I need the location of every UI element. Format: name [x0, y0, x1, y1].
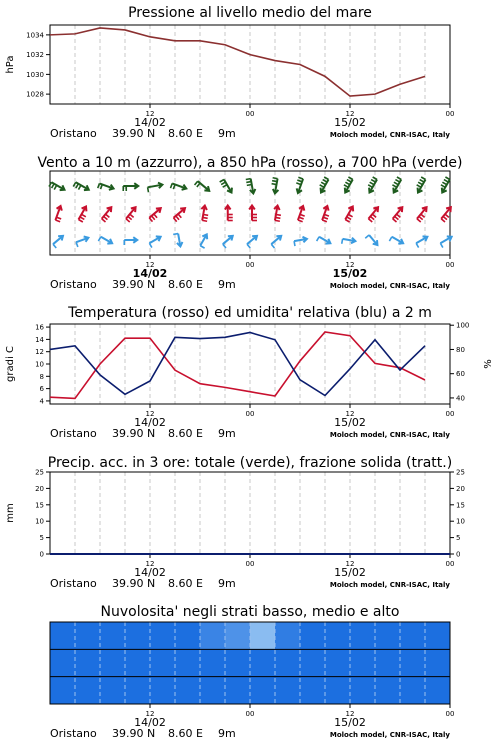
precip-y-right-tick-label: 10 — [456, 517, 465, 526]
wind-barb-feather — [345, 219, 349, 222]
wind-barb-feather — [322, 220, 327, 222]
precip-y-tick-label: 15 — [35, 501, 44, 510]
wind-barb-feather — [394, 182, 398, 185]
wind-barb-700hpa — [170, 183, 186, 189]
wind-barb-850hpa — [55, 206, 61, 222]
wind-barb-feather — [372, 214, 376, 217]
station-alt: 9m — [218, 727, 236, 740]
pressure-y-tick-label: 1032 — [26, 51, 44, 60]
station-alt: 9m — [218, 278, 236, 291]
wind-barb-feather — [445, 177, 449, 180]
station-name: Oristano — [50, 427, 97, 440]
pressure-line — [50, 28, 425, 96]
date-label: 14/02 — [134, 116, 166, 129]
time-tick-label: 12 — [145, 560, 155, 568]
wind-barb-feather — [344, 185, 348, 188]
wind-barb-850hpa — [441, 207, 451, 222]
wind-barb-feather — [275, 220, 280, 221]
wind-barb-feather — [272, 184, 277, 185]
rh-y-tick-label: 80 — [456, 345, 465, 354]
wind-barb-feather — [101, 184, 103, 189]
wind-barb-850hpa — [201, 206, 208, 222]
wind-barb-feather — [441, 219, 445, 222]
date-label: 14/02 — [132, 267, 168, 280]
station-lat: 39.90 N — [112, 577, 156, 590]
wind-barb-feather — [126, 219, 130, 222]
wind-barb-850hpa — [149, 208, 160, 221]
wind-barb-feather — [149, 243, 152, 247]
wind-barb-10m — [149, 236, 160, 247]
station-lon: 8.60 E — [168, 427, 203, 440]
time-tick-label: 00 — [245, 410, 255, 418]
pressure-y-tick-label: 1028 — [26, 90, 44, 99]
station-alt: 9m — [218, 577, 236, 590]
station-name: Oristano — [50, 577, 97, 590]
time-tick-label: 12 — [345, 261, 355, 269]
wind-barb-feather — [321, 182, 325, 185]
wind-barb-feather — [395, 180, 399, 183]
wind-barb-feather — [421, 214, 425, 217]
rh-y-tick-label: 60 — [456, 370, 465, 379]
wind-barb-feather — [176, 216, 179, 220]
wind-barb-feather — [221, 182, 225, 185]
temp-y-tick-label: 8 — [39, 372, 44, 381]
wind-barb-feather — [76, 184, 79, 188]
wind-barb-feather — [247, 185, 252, 186]
wind-barb-feather — [397, 177, 401, 180]
precip-y-right-tick-label: 20 — [456, 484, 465, 493]
wind-barb-10m — [389, 237, 403, 244]
temp-line — [50, 332, 425, 398]
wind-barb-850hpa — [126, 207, 136, 222]
wind-barb-10m — [342, 238, 356, 244]
date-label: 14/02 — [134, 566, 166, 579]
station-lon: 8.60 E — [168, 577, 203, 590]
wind-barb-10m — [200, 234, 207, 248]
wind-barb-feather — [300, 214, 305, 216]
time-tick-label: 12 — [145, 710, 155, 718]
wind-barb-feather — [298, 220, 303, 222]
station-name: Oristano — [50, 727, 97, 740]
wind-barb-feather — [392, 185, 396, 188]
wind-barb-700hpa — [220, 180, 232, 193]
wind-barb-850hpa — [368, 207, 378, 222]
precip-y-tick-label: 20 — [35, 484, 44, 493]
time-tick-label: 00 — [245, 110, 255, 118]
wind-barb-feather — [130, 214, 134, 217]
station-lon: 8.60 E — [168, 127, 203, 140]
wind-barb-feather — [246, 179, 251, 180]
wind-barb-feather — [389, 237, 392, 241]
wind-barb-feather — [348, 214, 352, 217]
wind-barb-700hpa — [344, 177, 353, 192]
wind-barb-850hpa — [102, 207, 112, 222]
station-alt: 9m — [218, 427, 236, 440]
wind-barb-10m — [124, 237, 137, 245]
temp-y-tick-label: 4 — [39, 397, 44, 406]
wind-barb-850hpa — [393, 207, 403, 222]
wind-barb-10m — [271, 236, 281, 248]
wind-barb-feather — [98, 237, 101, 241]
temp-rh-chart — [0, 300, 500, 450]
time-tick-label: 00 — [445, 410, 455, 418]
cloud-cell — [225, 622, 250, 649]
model-credit: Moloch model, CNR-ISAC, Italy — [329, 731, 450, 739]
precip-chart — [0, 450, 500, 600]
wind-barb-feather — [373, 177, 377, 180]
model-credit: Moloch model, CNR-ISAC, Italy — [329, 282, 450, 290]
wind-barb-feather — [276, 214, 281, 215]
wind-barb-700hpa — [73, 182, 88, 190]
clouds-chart — [0, 600, 500, 750]
wind-barb-feather — [296, 183, 301, 185]
wind-barb-feather — [298, 177, 303, 179]
wind-barb-feather — [445, 214, 449, 217]
wind-barb-feather — [395, 216, 399, 219]
wind-barb-shaft — [441, 207, 451, 218]
wind-barb-10m — [223, 236, 233, 248]
wind-barb-feather — [368, 219, 372, 222]
wind-barb-feather — [347, 180, 351, 183]
wind-barb-10m — [76, 237, 88, 247]
wind-barb-feather — [370, 216, 374, 219]
wind-barb-feather — [441, 185, 445, 188]
wind-barb-feather — [365, 235, 369, 238]
date-label: 14/02 — [134, 716, 166, 729]
wind-barb-feather — [173, 234, 178, 235]
temp-rh-title: Temperatura (rosso) ed umidita' relativa (blu) a 2 m — [68, 305, 432, 321]
wind-barb-feather — [342, 239, 343, 244]
wind-barb-feather — [200, 246, 204, 249]
precip-y-tick-label: 5 — [39, 534, 44, 543]
time-tick-label: 00 — [445, 710, 455, 718]
rh-y-label: % — [483, 359, 494, 369]
wind-barb-850hpa — [345, 207, 353, 222]
temp-y-label: gradi C — [5, 346, 16, 382]
temp-y-tick-label: 16 — [35, 323, 44, 332]
wind-barb-feather — [444, 180, 448, 183]
wind-barb-feather — [246, 182, 251, 183]
wind-title: Vento a 10 m (azzurro), a 850 hPa (rosso), a 700 hPa (verde) — [37, 155, 463, 171]
rh-line — [50, 332, 425, 395]
wind-barb-10m — [247, 236, 257, 248]
wind-barb-feather — [98, 183, 100, 188]
wind-barb-feather — [80, 217, 84, 220]
wind-barb-10m — [365, 235, 377, 245]
wind-barb-feather — [170, 183, 172, 188]
wind-barb-feather — [53, 244, 56, 248]
wind-barb-feather — [49, 182, 52, 186]
date-label: 15/02 — [332, 267, 368, 280]
wind-barb-shaft — [393, 207, 403, 218]
time-tick-label: 00 — [445, 261, 455, 269]
station-lat: 39.90 N — [112, 278, 156, 291]
wind-barb-feather — [78, 185, 81, 189]
wind-barb-feather — [419, 216, 423, 219]
station-alt: 9m — [218, 127, 236, 140]
temp-y-tick-label: 14 — [35, 335, 44, 344]
date-label: 15/02 — [334, 416, 366, 429]
pressure-y-label: hPa — [5, 55, 16, 74]
wind-barb-850hpa — [79, 207, 87, 222]
wind-barb-850hpa — [225, 206, 233, 221]
plot-frame — [50, 472, 450, 554]
date-label: 15/02 — [334, 566, 366, 579]
temp-y-tick-label: 6 — [39, 385, 44, 394]
precip-y-right-tick-label: 25 — [456, 468, 465, 477]
wind-barb-10m — [53, 236, 63, 248]
wind-barb-feather — [317, 237, 320, 241]
time-tick-label: 00 — [245, 710, 255, 718]
date-label: 15/02 — [334, 716, 366, 729]
cloud-cell — [250, 622, 275, 649]
wind-barb-700hpa — [417, 177, 426, 192]
wind-barb-feather — [294, 241, 295, 246]
pressure-y-tick-label: 1034 — [26, 31, 44, 40]
wind-barb-feather — [55, 220, 60, 222]
wind-barb-feather — [417, 219, 421, 222]
wind-barb-feather — [223, 244, 226, 248]
station-lat: 39.90 N — [112, 127, 156, 140]
rh-y-tick-label: 100 — [456, 321, 470, 330]
temp-rh-panel — [0, 300, 500, 450]
wind-barb-feather — [52, 184, 55, 188]
wind-barb-850hpa — [322, 206, 329, 222]
wind-barb-feather — [203, 217, 208, 218]
time-tick-label: 00 — [245, 560, 255, 568]
cloud-cell — [275, 622, 300, 649]
pressure-title: Pressione al livello medio del mare — [128, 5, 372, 21]
wind-barb-10m — [416, 236, 427, 247]
date-label: 15/02 — [334, 116, 366, 129]
precip-panel — [0, 450, 500, 600]
precip-y-right-tick-label: 15 — [456, 501, 465, 510]
wind-barb-feather — [297, 180, 302, 182]
wind-barb-700hpa — [148, 183, 163, 193]
wind-barb-feather — [178, 214, 181, 218]
wind-barb-feather — [195, 181, 198, 185]
wind-barb-700hpa — [368, 177, 377, 192]
precip-y-right-tick-label: 5 — [456, 534, 461, 543]
time-tick-label: 12 — [145, 261, 155, 269]
wind-barb-feather — [443, 216, 447, 219]
wind-barb-shaft — [368, 207, 378, 218]
wind-barb-feather — [202, 220, 207, 221]
precip-y-label: mm — [5, 503, 16, 523]
wind-barb-700hpa — [246, 179, 256, 194]
wind-barb-feather — [273, 178, 278, 179]
wind-barb-feather — [348, 177, 352, 180]
wind-barb-feather — [272, 181, 277, 182]
wind-barb-shaft — [198, 181, 209, 191]
wind-barb-feather — [154, 214, 157, 218]
wind-barb-feather — [275, 217, 280, 218]
wind-barb-feather — [370, 182, 374, 185]
wind-barb-feather — [299, 217, 304, 219]
station-name: Oristano — [50, 278, 97, 291]
station-lat: 39.90 N — [112, 427, 156, 440]
wind-barb-850hpa — [298, 206, 305, 222]
wind-barb-feather — [148, 187, 149, 192]
wind-barb-feather — [320, 185, 324, 188]
wind-barb-700hpa — [441, 177, 450, 192]
pressure-chart — [0, 0, 500, 150]
wind-barb-700hpa — [123, 183, 138, 191]
wind-barb-700hpa — [392, 177, 401, 192]
model-credit: Moloch model, CNR-ISAC, Italy — [329, 431, 450, 439]
wind-barb-feather — [220, 180, 224, 183]
wind-barb-feather — [76, 242, 78, 247]
wind-barb-feather — [271, 244, 274, 248]
station-lat: 39.90 N — [112, 727, 156, 740]
wind-barb-feather — [106, 214, 110, 217]
wind-barb-feather — [82, 214, 86, 217]
wind-barb-feather — [56, 217, 61, 219]
time-tick-label: 00 — [445, 560, 455, 568]
precip-y-right-tick-label: 0 — [456, 550, 461, 559]
wind-panel — [0, 150, 500, 300]
wind-barb-feather — [152, 216, 155, 220]
precip-title: Precip. acc. in 3 ore: totale (verde), frazione solida (tratt.) — [47, 455, 453, 471]
precip-y-tick-label: 10 — [35, 517, 44, 526]
wind-barb-10m — [317, 237, 331, 244]
wind-barb-feather — [54, 185, 57, 189]
station-name: Oristano — [50, 127, 97, 140]
station-lon: 8.60 E — [168, 727, 203, 740]
wind-barb-feather — [345, 182, 349, 185]
clouds-panel — [0, 600, 500, 750]
model-credit: Moloch model, CNR-ISAC, Italy — [329, 131, 450, 139]
pressure-y-tick-label: 1030 — [26, 70, 44, 79]
wind-barb-feather — [347, 217, 351, 220]
pressure-panel — [0, 0, 500, 150]
time-tick-label: 00 — [445, 110, 455, 118]
temp-y-tick-label: 12 — [35, 348, 44, 357]
time-tick-label: 12 — [345, 110, 355, 118]
wind-barb-feather — [393, 219, 397, 222]
wind-barb-700hpa — [320, 177, 329, 192]
wind-barb-feather — [421, 177, 425, 180]
wind-barb-feather — [104, 216, 108, 219]
time-tick-label: 12 — [145, 410, 155, 418]
wind-barb-feather — [323, 180, 327, 183]
wind-barb-feather — [416, 243, 419, 247]
wind-barb-feather — [440, 243, 443, 247]
cloud-cell — [200, 622, 225, 649]
time-tick-label: 12 — [345, 560, 355, 568]
wind-barb-feather — [417, 185, 421, 188]
wind-barb-feather — [442, 182, 446, 185]
wind-barb-700hpa — [195, 181, 210, 191]
temp-y-tick-label: 10 — [35, 360, 44, 369]
wind-barb-feather — [368, 185, 372, 188]
time-tick-label: 12 — [345, 410, 355, 418]
wind-barb-feather — [323, 217, 328, 219]
wind-barb-shaft — [102, 207, 112, 218]
wind-barb-shaft — [126, 207, 136, 218]
date-label: 14/02 — [134, 416, 166, 429]
wind-barb-feather — [79, 219, 83, 222]
precip-y-tick-label: 0 — [39, 550, 44, 559]
wind-barb-feather — [418, 182, 422, 185]
plot-frame — [50, 25, 450, 104]
wind-barb-feather — [128, 216, 132, 219]
wind-barb-700hpa — [49, 182, 64, 190]
wind-barb-feather — [102, 219, 106, 222]
model-credit: Moloch model, CNR-ISAC, Italy — [329, 581, 450, 589]
wind-barb-feather — [223, 185, 227, 188]
time-tick-label: 12 — [145, 110, 155, 118]
station-lon: 8.60 E — [168, 278, 203, 291]
wind-chart — [0, 150, 500, 300]
time-tick-label: 12 — [345, 710, 355, 718]
wind-barb-feather — [420, 180, 424, 183]
clouds-title: Nuvolosita' negli strati basso, medio e alto — [100, 604, 400, 620]
wind-barb-feather — [203, 214, 208, 215]
precip-y-tick-label: 25 — [35, 468, 44, 477]
rh-y-tick-label: 40 — [456, 394, 465, 403]
time-tick-label: 00 — [245, 261, 255, 269]
